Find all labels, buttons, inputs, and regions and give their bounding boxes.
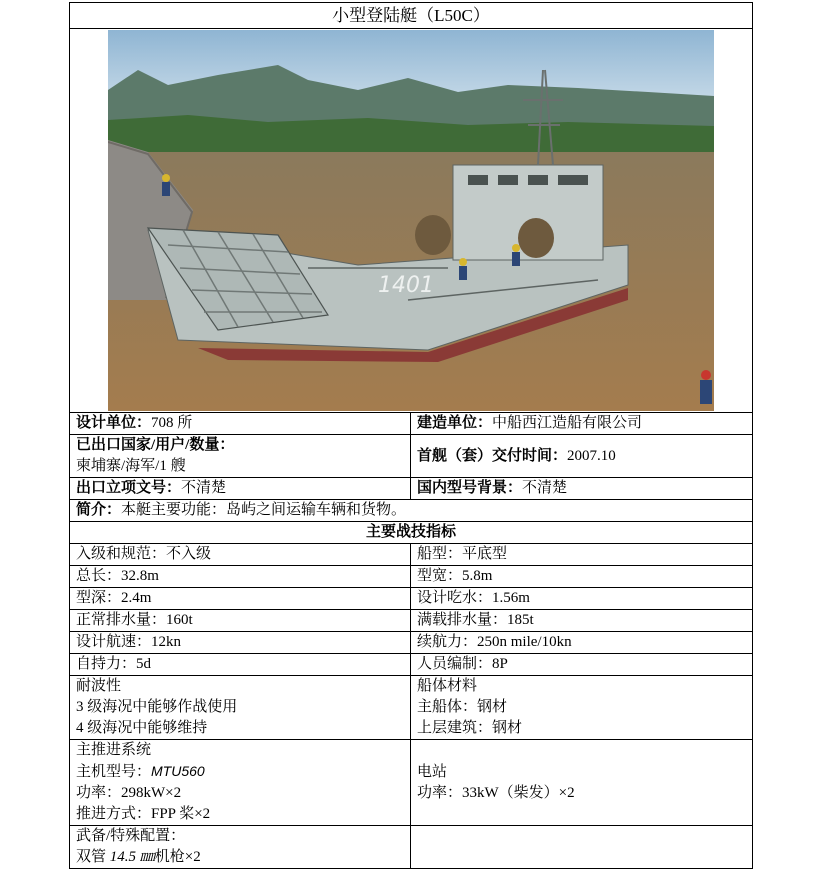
- armament-suffix: 机枪×2: [154, 849, 201, 865]
- domestic-value: 不清楚: [522, 480, 568, 496]
- normal-displacement-label: 正常排水量：: [76, 612, 167, 628]
- draft-value: 1.56m: [492, 590, 530, 606]
- draft-label: 设计吃水：: [417, 590, 493, 606]
- delivery-cell: [411, 435, 753, 478]
- armament-line: [76, 847, 404, 868]
- photo-cell: [70, 29, 753, 413]
- crew-label: 人员编制：: [417, 656, 493, 672]
- delivery-value: 2007.10: [567, 447, 616, 464]
- power-station-cell: [411, 740, 753, 826]
- export-cell: [70, 435, 411, 478]
- speed-label: 设计航速：: [76, 634, 152, 650]
- range-value: 250n mile/10kn: [477, 634, 572, 650]
- length-cell: [70, 566, 411, 588]
- propulsion-cell: [70, 740, 411, 826]
- material-line-2: 上层建筑：钢材: [417, 720, 523, 736]
- length-label: 总长：: [76, 568, 122, 584]
- seakeeping-title: 耐波性: [76, 678, 122, 694]
- spec-sheet: [69, 2, 752, 869]
- speed-value: 12kn: [151, 634, 182, 650]
- crew-cell: [411, 654, 753, 676]
- class-value: 不入级: [166, 546, 212, 562]
- empty-cell: [411, 826, 753, 869]
- range-label: 续航力：: [417, 634, 478, 650]
- engine-value: MTU560: [151, 763, 205, 779]
- specs-header: 主要战技指标: [70, 522, 753, 544]
- beam-value: 5.8m: [462, 568, 493, 584]
- seakeeping-line-1: 3 级海况中能够作战使用: [76, 699, 238, 715]
- beam-label: 型宽：: [417, 568, 463, 584]
- design-unit-cell: [70, 413, 411, 435]
- depth-label: 型深：: [76, 590, 122, 606]
- power-station-title: 电站: [417, 763, 448, 780]
- builder-cell: [411, 413, 753, 435]
- engine-line: [76, 761, 404, 783]
- sheet-title: 小型登陆艇（L50C）: [70, 3, 753, 29]
- intro-cell: [70, 500, 753, 522]
- export-label: 已出口国家/用户/数量：: [76, 437, 235, 453]
- delivery-label: 首舰（套）交付时间：: [417, 447, 568, 464]
- hull-type-label: 船型：: [417, 546, 463, 562]
- crew-value: 8P: [492, 656, 508, 672]
- design-unit-value: 708 所: [151, 415, 193, 431]
- beam-cell: [411, 566, 753, 588]
- power-station-line: 功率：33kW（柴发）×2: [417, 784, 575, 801]
- endurance-cell: [70, 654, 411, 676]
- class-label: 入级和规范：: [76, 546, 167, 562]
- approval-value: 不清楚: [181, 480, 227, 496]
- normal-displacement-cell: [70, 610, 411, 632]
- material-cell: [411, 676, 753, 740]
- armament-cell: [70, 826, 411, 869]
- seakeeping-cell: [70, 676, 411, 740]
- builder-label: 建造单位：: [417, 415, 493, 431]
- endurance-value: 5d: [136, 656, 152, 672]
- depth-value: 2.4m: [121, 590, 152, 606]
- normal-displacement-value: 160t: [166, 612, 193, 628]
- spec-table: [69, 2, 753, 869]
- domestic-cell: [411, 478, 753, 500]
- speed-cell: [70, 632, 411, 654]
- class-cell: [70, 544, 411, 566]
- builder-value: 中船西江造船有限公司: [492, 415, 643, 431]
- material-title: 船体材料: [417, 678, 478, 694]
- propulsion-title: 主推进系统: [76, 742, 152, 758]
- endurance-label: 自持力：: [76, 656, 137, 672]
- intro-label: 简介：: [76, 502, 122, 518]
- seakeeping-line-2: 4 级海况中能够维持: [76, 720, 208, 736]
- engine-power-line: 功率：298kW×2: [76, 785, 182, 801]
- armament-title: 武备/特殊配置：: [76, 828, 186, 844]
- design-unit-label: 设计单位：: [76, 415, 152, 431]
- hull-number: 1401: [378, 273, 434, 298]
- engine-label: 主机型号：: [76, 764, 152, 780]
- depth-cell: [70, 588, 411, 610]
- draft-cell: [411, 588, 753, 610]
- drive-line: 推进方式：FPP 桨×2: [76, 806, 211, 822]
- hull-type-cell: [411, 544, 753, 566]
- export-value: 柬埔寨/海军/1 艘: [76, 458, 186, 474]
- material-line-1: 主船体：钢材: [417, 699, 508, 715]
- intro-value: 本艇主要功能：岛屿之间运输车辆和货物。: [121, 502, 407, 518]
- full-displacement-value: 185t: [507, 612, 534, 628]
- range-cell: [411, 632, 753, 654]
- approval-cell: [70, 478, 411, 500]
- full-displacement-label: 满载排水量：: [417, 612, 508, 628]
- armament-prefix: 双管: [76, 849, 110, 865]
- full-displacement-cell: [411, 610, 753, 632]
- approval-label: 出口立项文号：: [76, 480, 182, 496]
- landing-craft-photo: [108, 30, 714, 411]
- hull-type-value: 平底型: [462, 546, 508, 562]
- length-value: 32.8m: [121, 568, 159, 584]
- armament-caliber: 14.5 ㎜: [109, 849, 155, 865]
- domestic-label: 国内型号背景：: [417, 480, 523, 496]
